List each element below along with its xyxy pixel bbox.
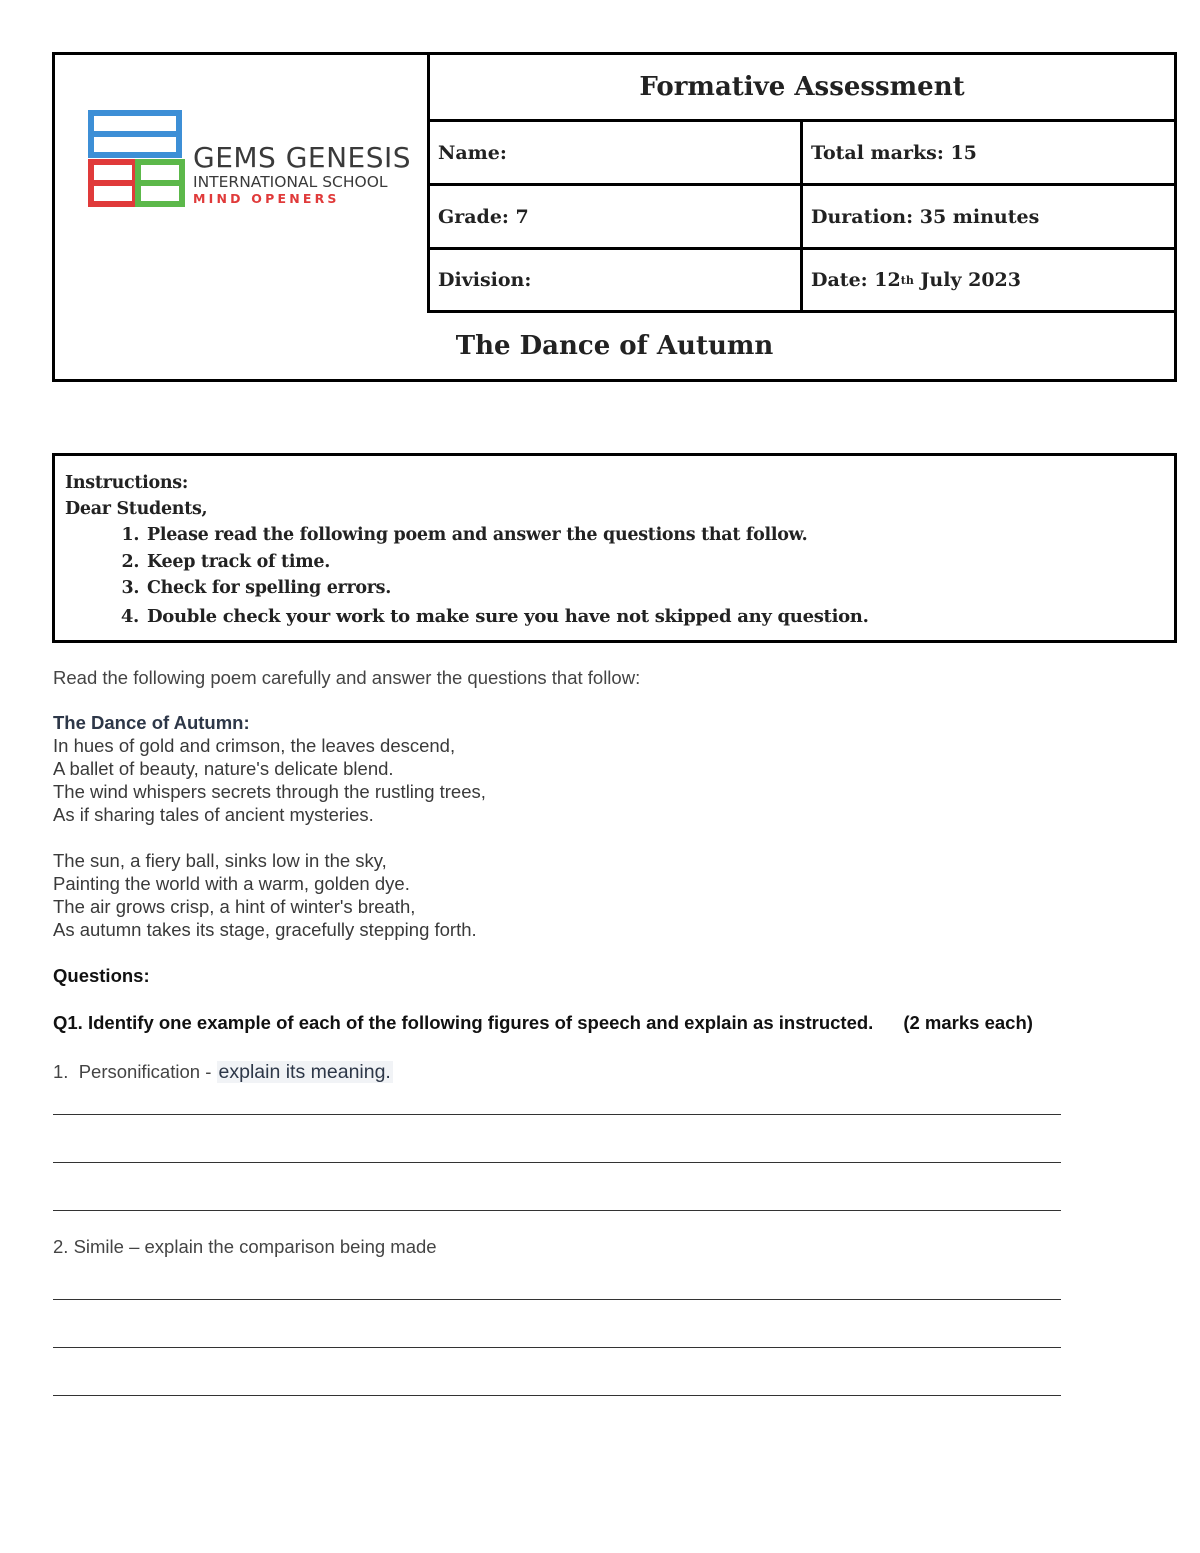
poem-line: In hues of gold and crimson, the leaves descend,: [53, 735, 456, 756]
instruction-item: 3. Check for spelling errors.: [145, 575, 1164, 602]
instructions-list: [65, 522, 1164, 632]
sub-question-1-highlight: explain its meaning.: [218, 1061, 391, 1083]
sub-question-2: 2. Simile – explain the comparison being made: [53, 1236, 437, 1257]
header-table: [52, 52, 1177, 382]
sub-question-1: [53, 1060, 1153, 1084]
poem-stanza-2: [53, 849, 1153, 941]
poem-line: A ballet of beauty, nature's delicate blend.: [53, 758, 394, 779]
worksheet-title: The Dance of Autumn: [455, 331, 774, 361]
question-1: [53, 1011, 1153, 1034]
division-field: Division:: [430, 250, 803, 310]
questions-heading: Questions:: [53, 965, 150, 986]
poem-line: Painting the world with a warm, golden dye.: [53, 873, 410, 894]
date-suffix: July 2023: [913, 269, 1021, 291]
instructions-greeting: Dear Students,: [65, 499, 208, 519]
school-logo-text: [193, 143, 411, 207]
instruction-item: 4. Double check your work to make sure you have not skipped any question.: [145, 602, 1164, 632]
intro-text: Read the following poem carefully and answer the questions that follow:: [53, 667, 641, 688]
instruction-item: 1. Please read the following poem and answer the questions that follow.: [145, 522, 1164, 549]
worksheet-body: [53, 666, 1153, 1396]
worksheet-title-row: [55, 313, 1174, 379]
answer-line: [53, 1162, 1061, 1163]
poem-line: The sun, a fiery ball, sinks low in the sky,: [53, 850, 387, 871]
division-row: [430, 250, 1174, 313]
school-name: GEMS GENESIS: [193, 141, 412, 174]
answer-line: [53, 1210, 1061, 1211]
grade: Grade: 7: [430, 186, 803, 247]
grade-row: [430, 186, 1174, 250]
answer-line: [53, 1114, 1061, 1115]
school-logo-icon: [88, 110, 186, 208]
total-marks: Total marks: 15: [811, 141, 977, 164]
poem-line: The air grows crisp, a hint of winter's breath,: [53, 896, 416, 917]
answer-line: [53, 1395, 1061, 1396]
date: [803, 250, 1174, 310]
date-sup: th: [900, 273, 914, 287]
assessment-title: Formative Assessment: [639, 72, 965, 102]
poem-line: As autumn takes its stage, gracefully stepping forth.: [53, 919, 477, 940]
duration: Duration: 35 minutes: [811, 205, 1040, 228]
name-field: Name:: [430, 122, 803, 183]
instruction-item: 2. Keep track of time.: [145, 549, 1164, 576]
poem-stanza-1: [53, 734, 1153, 826]
poem-line: As if sharing tales of ancient mysteries.: [53, 804, 374, 825]
instructions-box: [52, 453, 1177, 643]
school-tagline: MIND OPENERS: [193, 191, 340, 206]
logo-cell: [55, 55, 430, 313]
answer-line: [53, 1347, 1061, 1348]
instructions-heading: Instructions:: [65, 473, 188, 493]
school-subtitle: INTERNATIONAL SCHOOL: [193, 173, 388, 191]
answer-line: [53, 1299, 1061, 1300]
question-1-marks: (2 marks each): [903, 1012, 1033, 1033]
date-prefix: Date: 12: [811, 269, 901, 291]
name-row: [430, 122, 1174, 186]
sub-question-1-label: 1. Personification -: [53, 1061, 217, 1082]
poem-line: The wind whispers secrets through the rustling trees,: [53, 781, 486, 802]
poem-title: The Dance of Autumn:: [53, 712, 250, 733]
question-1-text: Q1. Identify one example of each of the following figures of speech and explain as instructed.: [53, 1012, 874, 1033]
assessment-title-row: [430, 55, 1174, 122]
